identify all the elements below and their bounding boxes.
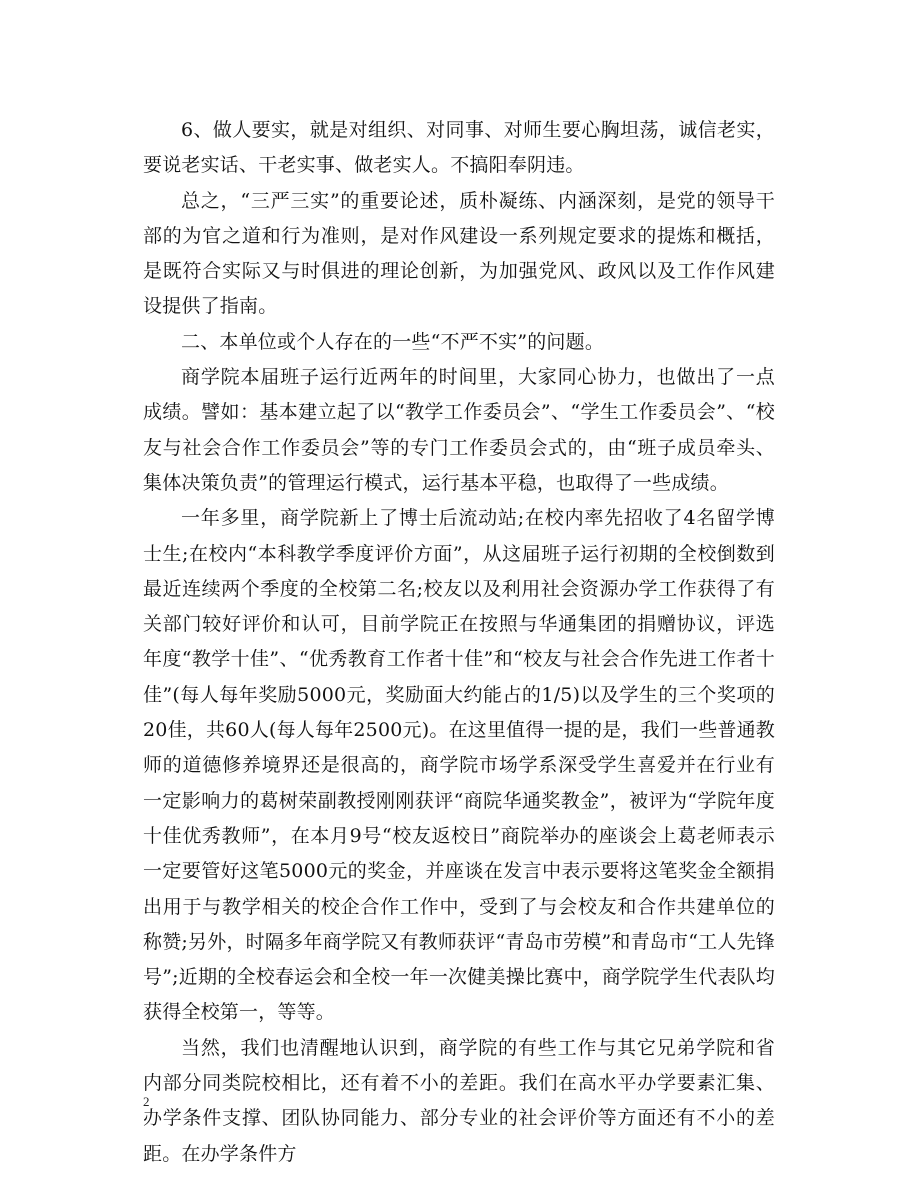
document-body — [143, 113, 775, 1172]
page-number: 2 — [143, 1094, 150, 1109]
paragraph-gaps: 当然，我们也清醒地认识到，商学院的有些工作与其它兄弟学院和省内部分同类院校相比，还有着不小的差距。我们在高水平办学要素汇集、办学条件支撑、团队协同能力、部分专业的社会评价等方面还有不小的差距。在办学条件方 — [143, 1036, 775, 1165]
paragraph-details: 一年多里，商学院新上了博士后流动站;在校内率先招收了4名留学博士生;在校内“本科教学季度评价方面”，从这届班子运行初期的全校倒数到最近连续两个季度的全校第二名;校友以及利用社会资源办学工作获得了有关部门较好评价和认可，目前学院正在按照与华通集团的捐赠协议，评选年度“教学十佳”、“优秀教育工作者十佳”和“校友与社会合作先进工作者十佳”(每人每年奖励5000元，奖励面大约能占的1/5)以及学生的三个奖项的20佳，共60人(每人每年2500元)。在这里值得一提的是，我们一些普通教师的道德修养境界还是很高的，商学院市场学系深受学生喜爱并在行业有一定影响力的葛树荣副教授刚刚获评“商院华通奖教金”，被评为“学院年度十佳优秀教师”，在本月9号“校友返校日”商院举办的座谈会上葛老师表示一定要管好这笔5000元的奖金，并座谈在发言中表示要将这笔奖金全额捐出用于与教学相关的校企合作工作中，受到了与会校友和合作共建单位的称赞;另外，时隔多年商学院又有教师获评“青岛市劳模”和青岛市“工人先锋号”;近期的全校春运会和全校一年一次健美操比赛中，商学院学生代表队均获得全校第一，等等。 — [143, 507, 775, 1024]
paragraph-achievements: 商学院本届班子运行近两年的时间里，大家同心协力，也做出了一点成绩。譬如：基本建立起了以“教学工作委员会”、“学生工作委员会”、“校友与社会合作工作委员会”等的专门工作委员会式的，由“班子成员牵头、集体决策负责”的管理运行模式，运行基本平稳，也取得了一些成绩。 — [143, 366, 775, 494]
paragraph-summary: 总之，“三严三实”的重要论述，质朴凝练、内涵深刻，是党的领导干部的为官之道和行为准则，是对作风建设一系列规定要求的提炼和概括，是既符合实际又与时俱进的理论创新，为加强党风、政风以及工作作风建设提供了指南。 — [143, 189, 775, 318]
section-heading-problems: 二、本单位或个人存在的一些“不严不实”的问题。 — [181, 330, 605, 353]
paragraph-honesty: 6、做人要实，就是对组织、对同事、对师生要心胸坦荡，诚信老实，要说老实话、干老实事、做老实人。不搞阳奉阴违。 — [143, 119, 775, 177]
